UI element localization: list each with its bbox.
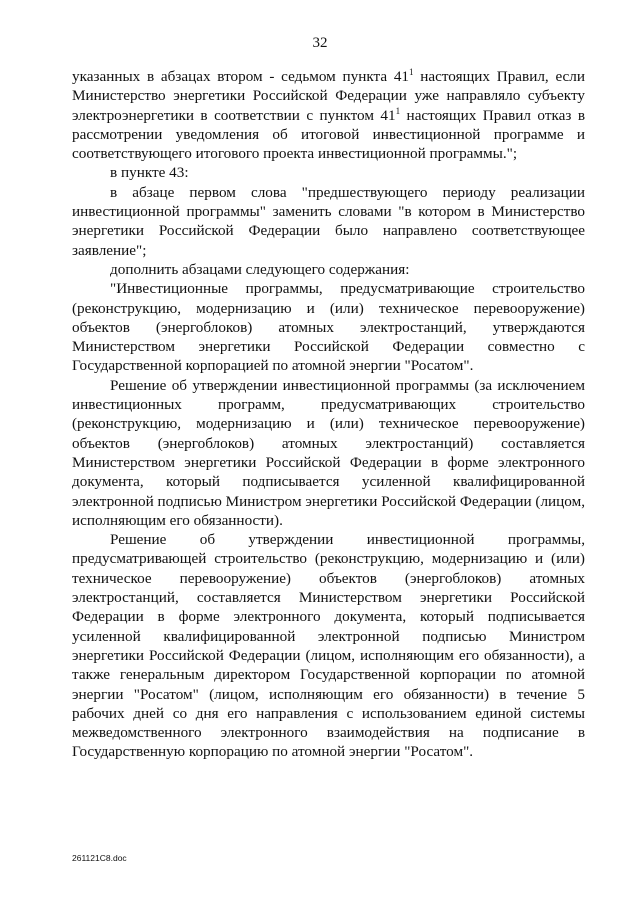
paragraph-item-43: в пункте 43: xyxy=(110,164,189,182)
paragraph-continuation xyxy=(72,67,585,163)
paragraph-replace-words: в абзаце первом слова "предшествующего периоду реализации инвестиционной программы" заменить словами "в котором в Министерство энергетики Российской Федерации было направлено соответствующее заявление"; xyxy=(72,183,585,259)
page-number: 32 xyxy=(312,35,328,51)
document-body xyxy=(72,67,585,762)
paragraph-investment-programs: "Инвестиционные программы, предусматривающие строительство (реконструкцию, модернизацию и (или) техническое перевооружение) объектов (энергоблоков) атомных электростанций, утверждаются Министерством энергетики Российской Федерации совместно с Государственной корпорацией по атомной энергии "Росатом". xyxy=(72,280,585,375)
paragraph-add-clauses: дополнить абзацами следующего содержания: xyxy=(110,260,410,278)
superscript: 1 xyxy=(395,105,401,116)
paragraph-text: указанных в абзацах втором - седьмом пункта 41 xyxy=(72,68,410,85)
superscript: 1 xyxy=(409,66,414,77)
paragraph-text: настоящих Правил, если Министерство энергетики Российской Федерации уже направляло субъекту электроэнергетики в соответствии с пунктом 41 xyxy=(72,68,586,124)
footer-file-code: 261121C8.doc xyxy=(72,853,127,863)
paragraph-decision-general: Решение об утверждении инвестиционной программы (за исключением инвестиционных программ, предусматривающих строительство (реконструкцию, модернизацию и (или) техническое перевооружение) объектов (энергоблоков) атомных электростанций) составляется Министерством энергетики Российской Федерации в форме электронного документа, который подписывается усиленной квалифицированной электронной подписью Министром энергетики Российской Федерации (лицом, исполняющим его обязанности). xyxy=(72,376,585,529)
paragraph-text: настоящих Правил отказ в рассмотрении уведомления об итоговой инвестиционной программе и соответствующего итогового проекта инвестиционной программы."; xyxy=(72,106,585,163)
paragraph-decision-nuclear: Решение об утверждении инвестиционной программы, предусматривающей строительство (реконструкцию, модернизацию и (или) техническое перевооружение) объектов (энергоблоков) атомных электростанций, составляется Министерством энергетики Российской Федерации в форме электронного документа, который подписывается усиленной квалифицированной электронной подписью Министром энергетики Российской Федерации (лицом, исполняющим его обязанности), а также генеральным директором Государственной корпорации по атомной энергии "Росатом" (лицом, исполняющим его обязанности) в течение 5 рабочих дней со дня его направления с использованием единой системы межведомственного электронного взаимодействия на подписание в Государственную корпорацию по атомной энергии "Росатом". xyxy=(72,531,585,761)
